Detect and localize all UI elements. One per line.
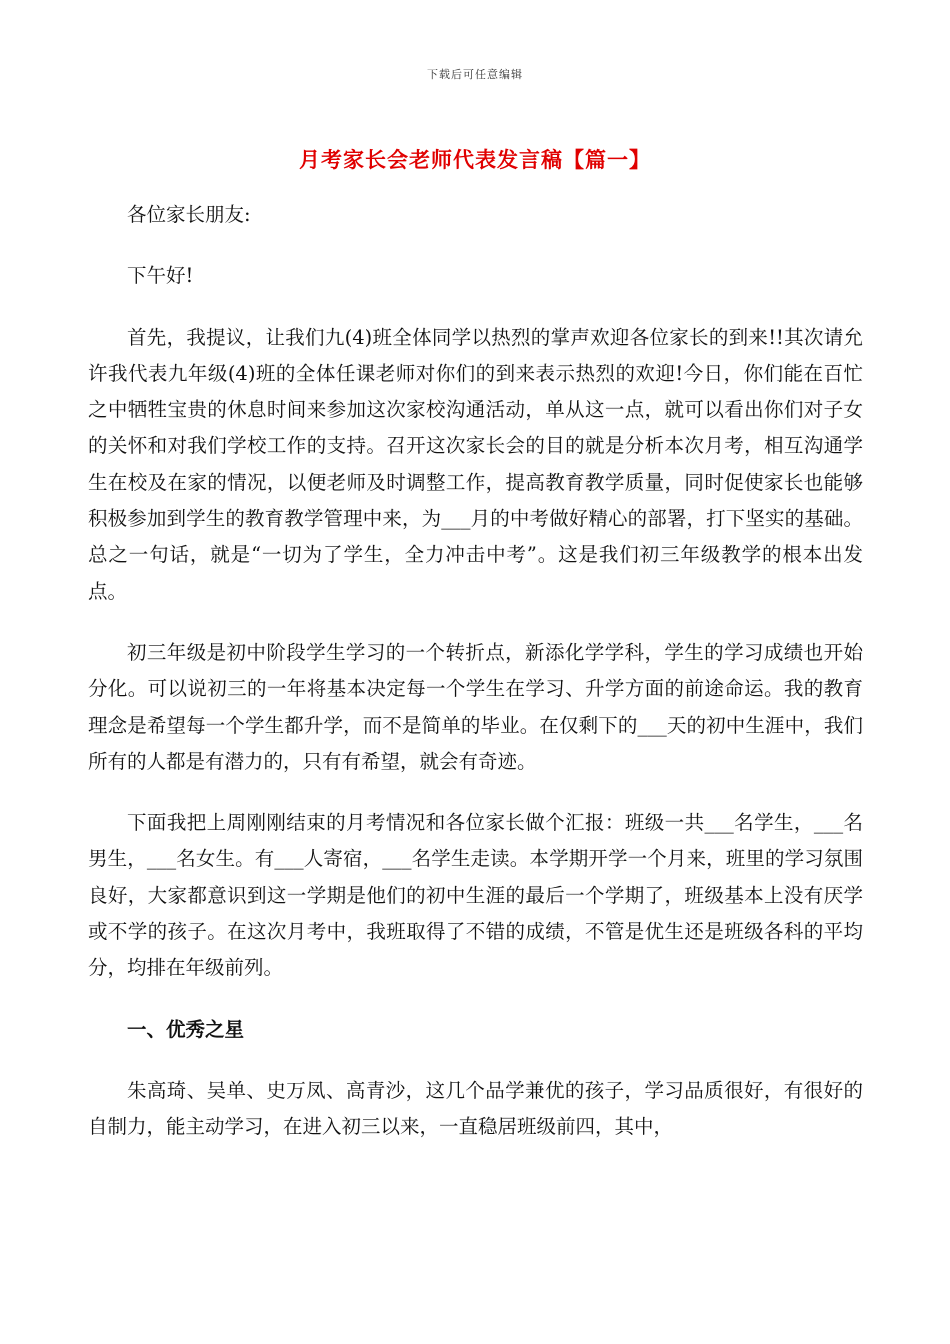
document-title: 月考家长会老师代表发言稿【篇一】 [299,147,651,172]
section-heading-excellent-stars: 一、优秀之星 [127,1017,245,1041]
paragraph-opening: 首先，我提议，让我们九(4)班全体同学以热烈的掌声欢迎各位家长的到来!!其次请允许我代表九年级(4)班的全体任课老师对你们的到来表示热烈的欢迎!今日，你们能在百忙之中牺牲宝贵的休息时间来参加这次家校沟通活动，单从这一点，就可以看出你们对子女的关怀和对我们学校工作的支持。召开这次家长会的目的就是分析本次月考，相互沟通学生在校及在家的情况，以便老师及时调整工作，提高教育教学质量，同时促使家长也能够积极参加到学生的教育教学管理中来，为___月的中考做好精心的部署，打下坚实的基础。总之一句话，就是“一切为了学生，全力冲击中考”。这是我们初三年级教学的根本出发点。 [88,325,863,603]
paragraph-grade-nine: 初三年级是初中阶段学生学习的一个转折点，新添化学学科，学生的学习成绩也开始分化。可以说初三的一年将基本决定每一个学生在学习、升学方面的前途命运。我的教育理念是希望每一个学生都升学，而不是简单的毕业。在仅剩下的___天的初中生涯中，我们所有的人都是有潜力的，只有有希望，就会有奇迹。 [88,640,863,773]
paragraph-excellent-students: 朱高琦、吴单、史万凤、高青沙，这几个品学兼优的孩子，学习品质很好，有很好的自制力，能主动学习，在进入初三以来，一直稳居班级前四，其中， [88,1078,863,1139]
greeting: 下午好! [127,264,194,288]
header-note: 下载后可任意编辑 [427,68,523,81]
document-body [88,197,863,1171]
salutation: 各位家长朋友: [127,203,251,226]
paragraph-exam-report: 下面我把上周刚刚结束的月考情况和各位家长做个汇报：班级一共___名学生，___名男生，___名女生。有___人寄宿，___名学生走读。本学期开学一个月来，班里的学习氛围良好，大家都意识到这一学期是他们的初中生涯的最后一个学期了，班级基本上没有厌学或不学的孩子。在这次月考中，我班取得了不错的成绩，不管是优生还是班级各科的平均分，均排在年级前列。 [88,811,863,980]
